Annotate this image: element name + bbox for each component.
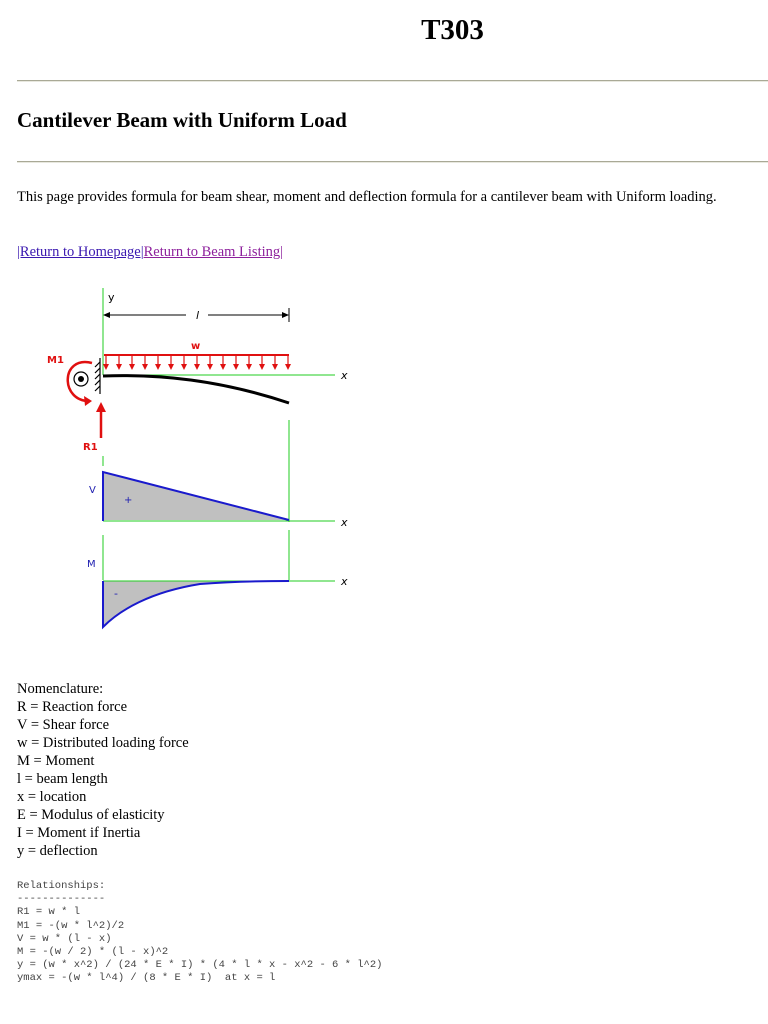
horizontal-rule-top [17,80,768,82]
deflected-beam [103,376,289,403]
moment-minus-sign: - [114,587,118,600]
relationships-block [17,880,382,986]
moment-arrow-head [84,396,92,406]
reaction-arrow-head [96,402,106,412]
moment-x-label: x [341,575,348,588]
nomenclature-item: I = Moment if Inertia [17,825,141,841]
page-title: T303 [421,14,484,46]
reaction-r1-label: R1 [83,442,98,453]
nomenclature-item: E = Modulus of elasticity [17,807,165,823]
relationship-formula: y = (w * x^2) / (24 * E * I) * (4 * l * x - x^2 - 6 * l^2) [17,959,383,972]
moment-m1-label: M1 [47,355,64,366]
nomenclature-item: R = Reaction force [17,699,128,715]
section-title: Cantilever Beam with Uniform Load [17,108,347,132]
relationship-formula: ymax = -(w * l^4) / (8 * E * I) at x = l [17,972,276,985]
length-label: l [196,309,200,322]
relationship-formula: M1 = -(w * l^2)/2 [17,919,125,932]
beam-x-label: x [341,369,348,382]
moment-center-dot [78,376,84,382]
relationship-formula: R1 = w * l [17,906,81,919]
nomenclature-item: x = location [17,789,87,805]
horizontal-rule-section [17,161,768,163]
shear-v-label: V [89,485,96,496]
load-label: w [191,341,201,352]
nomenclature-item: l = beam length [17,771,108,787]
nomenclature-heading: Nomenclature: [17,681,104,697]
beam-diagram [0,280,380,650]
nomenclature-item: V = Shear force [17,717,110,733]
relationships-separator: -------------- [17,893,106,906]
nomenclature-item: y = deflection [17,843,98,859]
shear-plus-sign: + [124,495,133,506]
return-to-beam-listing-link[interactable]: Return to Beam Listing| [143,244,284,260]
fixed-support [95,358,100,394]
moment-m-label: M [87,559,96,570]
length-arrow-left [103,312,110,318]
relationship-formula: V = w * (l - x) [17,932,112,945]
shear-x-label: x [341,516,348,529]
relationship-formula: M = -(w / 2) * (l - x)^2 [17,946,169,959]
moment-diagram-fill [103,581,289,627]
navigation-links [17,244,283,261]
relationships-heading: Relationships: [17,880,106,892]
nomenclature-item: M = Moment [17,753,95,769]
return-to-homepage-link[interactable]: |Return to Homepage| [17,244,144,260]
y-axis-label: y [108,291,115,304]
distributed-load-arrows [103,355,291,370]
intro-paragraph: This page provides formula for beam shear, moment and deflection formula for a cantilever beam with Uniform loading. [17,189,717,205]
nomenclature-item: w = Distributed loading force [17,735,189,751]
nomenclature-list [17,680,189,860]
length-arrow-right [282,312,289,318]
